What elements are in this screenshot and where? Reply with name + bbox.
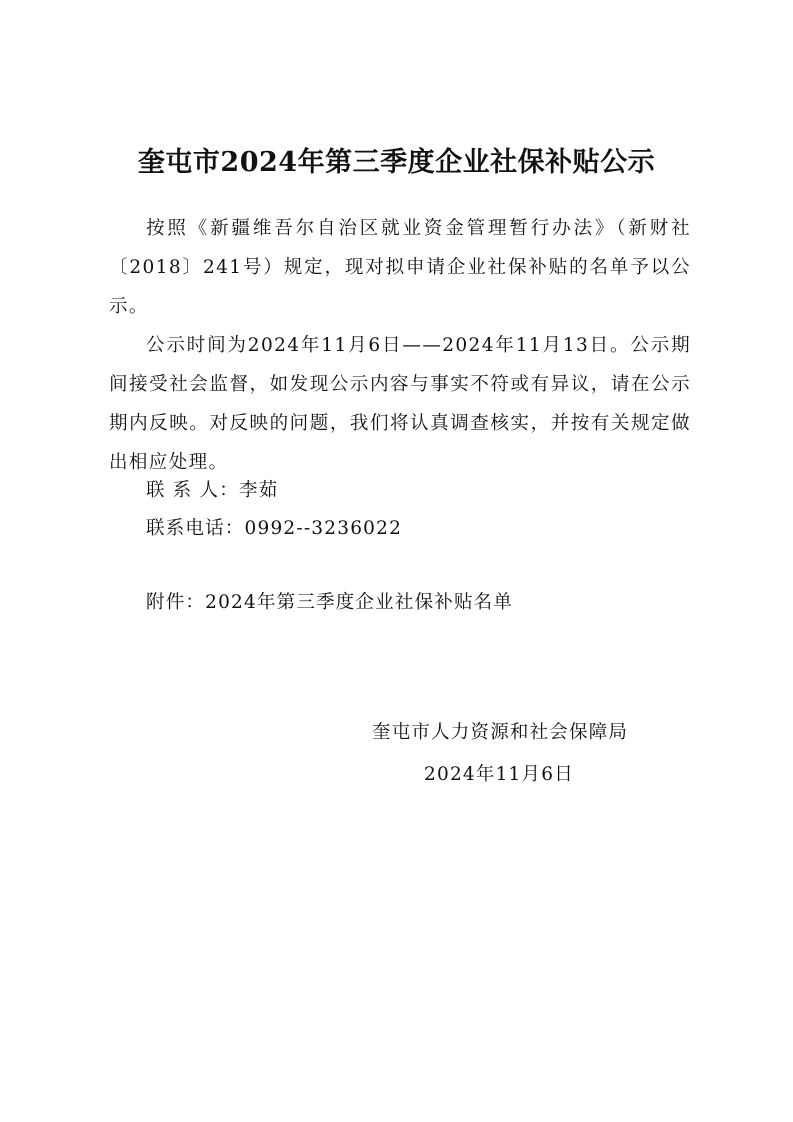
document-body: [109, 209, 691, 482]
paragraph-legal-basis: 按照《新疆维吾尔自治区就业资金管理暂行办法》（新财社〔2018〕241号）规定，现对拟申请企业社保补贴的名单予以公示。: [109, 218, 691, 317]
contact-person: 联 系 人：李茹: [146, 480, 279, 501]
document-title: 奎屯市2024年第三季度企业社保补贴公示: [137, 147, 656, 178]
paragraph-publicity-period: 公示时间为2024年11月6日——2024年11月13日。公示期间接受社会监督，如发现公示内容与事实不符或有异议，请在公示期内反映。对反映的问题，我们将认真调查核实，并按有关规定做出相应处理。: [109, 335, 691, 473]
attachment-line: 附件：2024年第三季度企业社保补贴名单: [146, 592, 514, 613]
issue-date: 2024年11月6日: [424, 764, 574, 785]
issuer-name: 奎屯市人力资源和社会保障局: [372, 722, 629, 743]
contact-phone: 联系电话：0992--3236022: [146, 518, 403, 539]
